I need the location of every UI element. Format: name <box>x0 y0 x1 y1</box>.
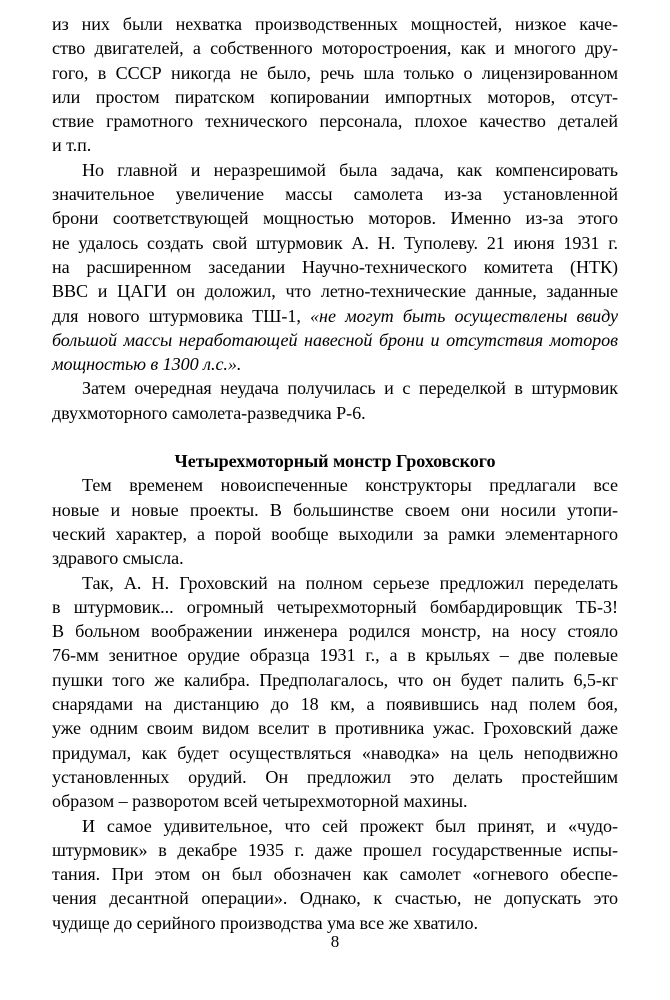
text-line: в штурмовик... огромный четырехмоторный бомбардировщик ТБ-3! <box>52 596 618 617</box>
text-line: на расширенном заседании Научно-технического комитета (НТК) <box>52 256 618 277</box>
text-line: из них были нехватка производственных мощностей, низкое каче- <box>52 14 618 34</box>
body-text-column <box>52 12 618 935</box>
text-line: чудище до серийного производства ума все же хватило. <box>52 912 478 933</box>
text-line: В больном воображении инженера родился монстр, на носу стояло <box>52 621 618 642</box>
text-line: ство двигателей, а собственного моторостроения, как и многого дру- <box>52 38 618 59</box>
text-line: здравого смысла. <box>52 548 184 569</box>
paragraph-1 <box>52 12 618 158</box>
text-segment-plain: для нового штурмовика ТШ-1, <box>52 305 311 326</box>
paragraph-4 <box>52 473 618 570</box>
text-line: уже одним своим видом вселит в противника ужас. Гроховский даже <box>52 718 618 739</box>
text-line: не удалось создать свой штурмовик А. Н. Туполеву. 21 июня 1931 г. <box>52 232 618 253</box>
text-line: придумал, как будет осуществляться «наводка» на цель неподвижно <box>52 742 618 763</box>
quote-line-italic: мощностью в 1300 л.с.». <box>52 354 242 375</box>
text-line: Но главной и неразрешимой была задача, как компенсировать <box>82 159 618 180</box>
text-line: новые и новые проекты. В большинстве своем они носили утопи- <box>52 499 618 520</box>
paragraph-2 <box>52 158 618 377</box>
quote-segment-italic: «не могут быть осуществлены ввиду <box>310 305 619 326</box>
text-line: ческий характер, а порой вообще выходили за рамки элементарного <box>52 523 618 544</box>
quote-line-italic: большой массы неработающей навесной брони и отсутствия моторов <box>52 329 618 350</box>
text-line: установленных орудий. Он предложил это делать простейшим <box>52 766 618 787</box>
paragraph-3 <box>52 376 618 425</box>
text-line: ствие грамотного технического персонала, плохое качество деталей <box>52 111 618 132</box>
text-line: Так, А. Н. Гроховский на полном серьезе предложил переделать <box>82 572 618 593</box>
paragraph-5 <box>52 571 618 814</box>
text-line: 76-мм зенитное орудие образца 1931 г., а в крыльях – две полевые <box>52 645 618 666</box>
text-line: или простом пиратском копировании импортных моторов, отсут- <box>52 86 618 107</box>
text-line-with-quote <box>52 304 618 328</box>
text-line: чения десантной операции». Однако, к счастью, не допускать это <box>52 888 618 909</box>
text-line: Затем очередная неудача получилась и с переделкой в штурмовик <box>82 378 618 399</box>
text-line: Тем временем новоиспеченные конструкторы предлагали все <box>82 475 618 496</box>
text-line: образом – разворотом всей четырехмоторной махины. <box>52 791 468 812</box>
page-number: 8 <box>330 932 340 951</box>
section-heading: Четырехмоторный монстр Гроховского <box>174 451 496 472</box>
text-line: штурмовик» в декабре 1935 г. даже прошел государственные испы- <box>52 839 618 860</box>
text-line: И самое удивительное, что сей прожект был принят, и «чудо- <box>82 815 618 836</box>
text-line: брони соответствующей мощностью моторов. Именно из-за этого <box>52 208 618 229</box>
text-line: значительное увеличение массы самолета из-за установленной <box>52 184 618 205</box>
text-line: пушки того же калибра. Предполагалось, что он будет палить 6,5-кг <box>52 669 618 690</box>
text-line: тания. При этом он был обозначен как самолет «огневого обеспе- <box>52 864 618 885</box>
paragraph-6 <box>52 814 618 935</box>
text-line: гого, в СССР никогда не было, речь шла только о лицензированном <box>52 62 618 83</box>
text-line: снарядами на дистанцию до 18 км, а появившись над полем боя, <box>52 694 618 715</box>
text-line: ВВС и ЦАГИ он доложил, что летно-технические данные, заданные <box>52 281 618 302</box>
text-line: и т.п. <box>52 135 92 156</box>
text-line: двухмоторного самолета-разведчика Р-6. <box>52 402 366 423</box>
